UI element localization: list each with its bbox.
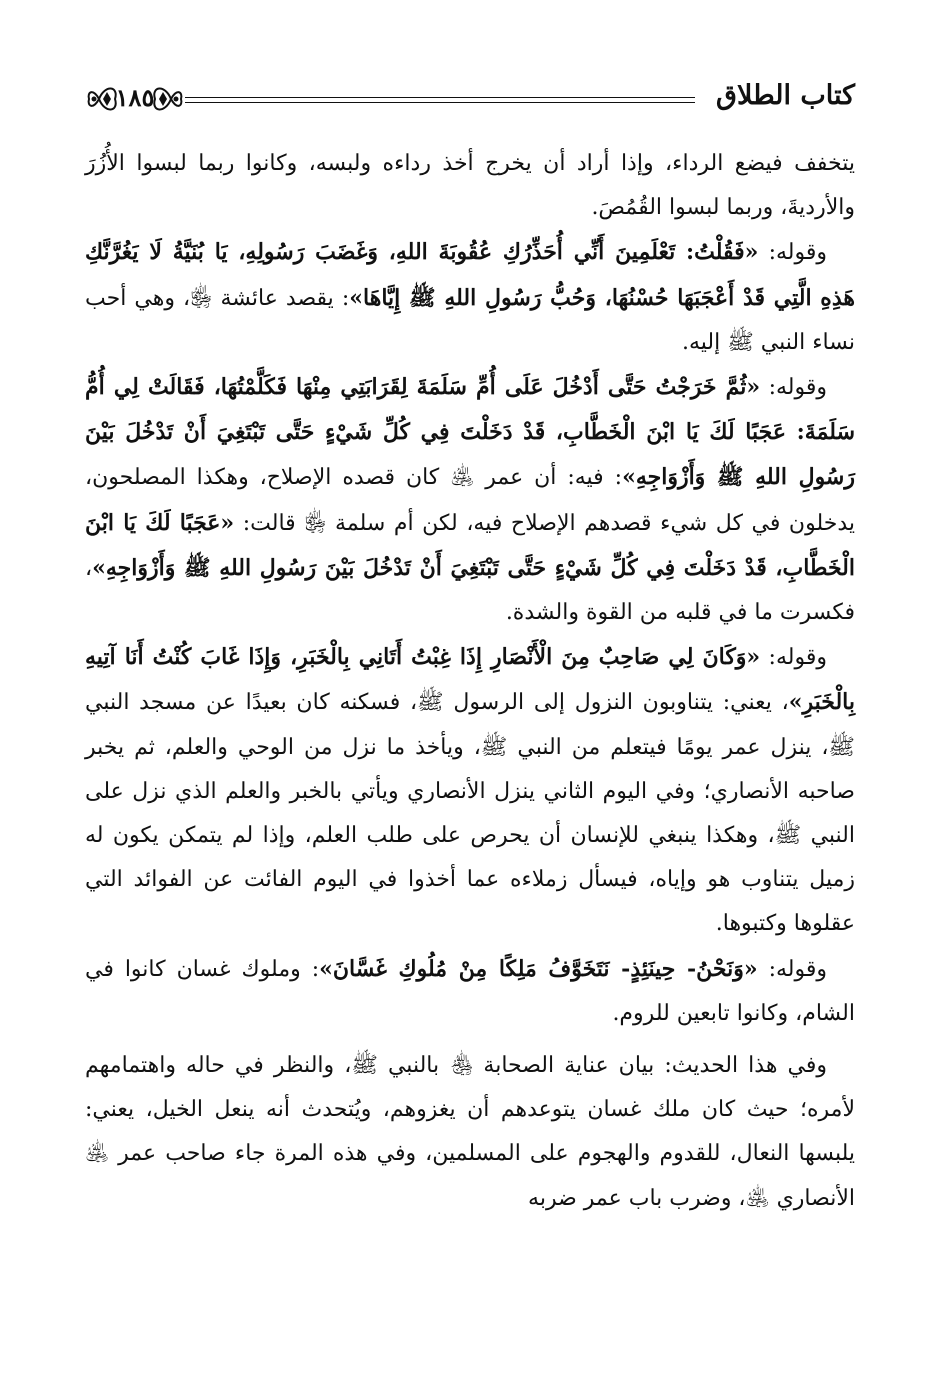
book-title: كتاب الطلاق (716, 80, 855, 111)
paragraph-text: ، يعني: يتناوبون النزول إلى الرسول ﷺ، فسكنه كان بعيدًا عن مسجد النبي ﷺ، ينزل عمر يومًا فيتعلم من النبي ﷺ، ويأخذ ما نزل من الوحي والعلم، ثم يخبر صاحبه الأنصاري؛ وفي اليوم الثاني ينزل الأنصاري ويأتي بالخبر والعلم الذي نزل على النبي ﷺ، وهكذا ينبغي للإنسان أن يحرص على طلب العلم، وإذا لم يتمكن يكون له زميل يتناوب هو وإياه، فيسأل زملاءه عما أخذوا في اليوم الفائت عن الفوائد التي عقلوها وكتبوها. (85, 690, 855, 937)
paragraph-text: وقوله: (758, 240, 827, 266)
paragraph-text: وقوله: (760, 375, 827, 401)
body-text (85, 142, 855, 1221)
paragraph-1 (85, 142, 855, 230)
paragraph-text: : وملوك غسان كانوا في الشام، وكانوا تابعين للروم. (85, 956, 855, 1026)
paragraph-text: وقوله: (760, 645, 827, 671)
paragraph-3 (85, 365, 855, 635)
page-number: ١٨٥ (115, 83, 155, 112)
paragraph-4 (85, 635, 855, 946)
paragraph-5 (85, 947, 855, 1036)
hadith-quote: «ثُمَّ خَرَجْتُ حَتَّى أَدْخُلَ عَلَى أُمِّ سَلَمَةَ لِقَرَابَتِي مِنْهَا فَكَلَّمْتُهَا، فَقَالَتْ لِي أُمُّ سَلَمَةَ: عَجَبًا لَكَ يَا ابْنَ الْخَطَّابِ، قَدْ دَخَلْتَ فِي كُلِّ شَيْءٍ حَتَّى تَبْتَغِيَ أَنْ تَدْخُلَ بَيْنَ رَسُولِ اللهِ ﷺ وَأَزْوَاجِهِ» (85, 374, 856, 491)
paragraph-text: يتخفف فيضع الرداء، وإذا أراد أن يخرج أخذ رداءه ولبسه، وكانوا ربما لبسوا الأُزُرَ والأرديةَ، وربما لبسوا القُمُصَ. (85, 151, 855, 221)
paragraph-text: وقوله: (757, 956, 827, 982)
header-rule (185, 97, 695, 103)
paragraph-text: وفي هذا الحديث: بيان عناية الصحابة ﵃ بالنبي ﷺ، والنظر في حاله واهتمامهم لأمره؛ حيث كان ملك غسان يتوعدهم أن يغزوهم، ويُتحدث أنه ينعل الخيل، يعني: يلبسها النعال، للقدوم والهجوم على المسلمين، وفي هذه المرة جاء صاحب عمر ﵁ الأنصاري ﵁، وضرب باب عمر ضربه (85, 1053, 855, 1211)
hadith-quote: «فَقُلْتُ: تَعْلَمِينَ أَنِّي أُحَذِّرُكِ عُقُوبَةَ اللهِ، وَغَضَبَ رَسُولِهِ، يَا بُنَيَّةُ لَا يَغُرَّنَّكِ هَذِهِ الَّتِي قَدْ أَعْجَبَهَا حُسْنُهَا، وَحُبُّ رَسُولِ اللهِ ﷺ إِيَّاهَا» (85, 239, 855, 311)
paragraph-6 (85, 1044, 855, 1221)
paragraph-text: ، فكسرت ما في قلبه من القوة والشدة. (85, 555, 855, 626)
paragraph-2 (85, 230, 855, 365)
page-header (85, 78, 855, 124)
hadith-quote: «وَنَحْنُ- حِينَئِذٍ- نَتَخَوَّفُ مَلِكًا مِنْ مُلُوكِ غَسَّانَ» (319, 955, 758, 982)
hadith-quote: «وَكَانَ لِي صَاحِبٌ مِنَ الْأَنْصَارِ إِذَا غِبْتُ أَتَانِي بِالْخَبَرِ، وَإِذَا غَابَ كُنْتُ أَنَا آتِيهِ بِالْخَبَرِ» (85, 644, 855, 716)
paragraph-text: : يقصد عائشة ﵂، وهي أحب نساء النبي ﷺ إليه. (85, 285, 855, 355)
hadith-quote: «عَجَبًا لَكَ يَا ابْنَ الْخَطَّابِ، قَدْ دَخَلْتَ فِي كُلِّ شَيْءٍ حَتَّى تَبْتَغِيَ أَنْ تَدْخُلَ بَيْنَ رَسُولِ اللهِ ﷺ وَأَزْوَاجِهِ» (85, 509, 855, 581)
paragraph-text: : فيه: أن عمر ﵁ كان قصده الإصلاح، وهكذا المصلحون، يدخلون في كل شيء قصدهم الإصلاح فيه، لكن أم سلمة ﵂ قالت: (85, 465, 856, 536)
